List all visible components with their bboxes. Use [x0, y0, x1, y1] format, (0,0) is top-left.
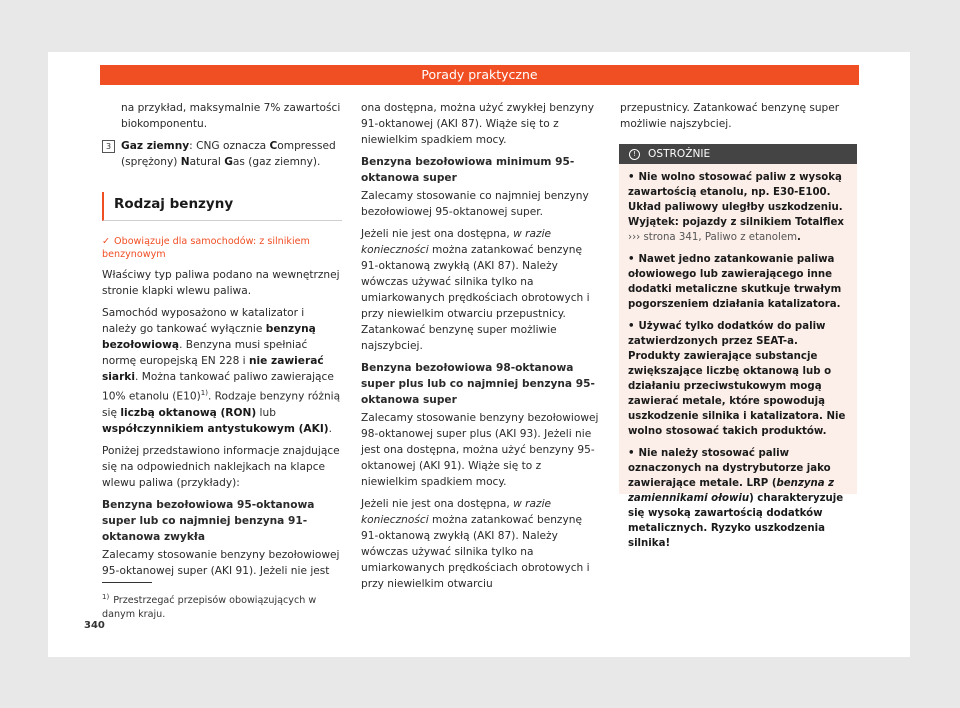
paragraph: Jeżeli nie jest ona dostępna, w razie konieczności można zatankować benzynę 91-oktanową zwykłą (AKI 87). Należy wówczas używać silnika tylko na umiarkowanych prędkościach obrotowych i przy niewielkim otwarciu przepustnicy. Zatankować benzynę super możliwie najszybciej.	[361, 228, 590, 352]
warning-box	[619, 144, 857, 549]
paragraph: Zalecamy stosowanie benzyny bezołowiowej 95-oktanowej super (AKI 91). Jeżeli nie jest	[102, 548, 340, 577]
footnote: $^{1)}$ Przestrzegać przepisów obowiązujących w danym kraju.	[102, 593, 317, 621]
paragraph: przepustnicy. Zatankować benzynę super możliwie najszybciej.	[620, 102, 840, 130]
column-2	[361, 100, 601, 598]
warning-item: • Nie należy stosować paliw oznaczonych na dystrybutorze jako zawierające metale. LRP (benzyna z zamiennikami ołowiu) charakteryzuje się wysoką zawartością dodatków metalicznych. Ryzyko uszkodzenia silnika!	[628, 448, 844, 549]
warning-item: • Nie wolno stosować paliw z wysoką zawartością etanolu, np. E30-E100. Układ paliwowy uległby uszkodzeniu. Wyjątek: pojazdy z silnikiem Totalflex ››› strona 341, Paliwo z etanolem.	[628, 172, 844, 243]
warning-title: OSTROŻNIE	[648, 148, 711, 160]
paragraph: Samochód wyposażono w katalizator i należy go tankować wyłącznie benzyną bezołowiową. Benzyna musi spełniać normę europejską EN 228 i nie zawierać siarki. Można tankować paliwo zawierające 10% etanolu $(E10)^{1)}$. Rodzaje benzyny różnią się liczbą oktanową (RON) lub współczynnikiem antystukowym (AKI).	[102, 307, 341, 435]
subheading: Benzyna bezołowiowa minimum 95-oktanowa super	[361, 156, 575, 184]
subheading: Benzyna bezołowiowa 95-oktanowa super lub co najmniej benzyna 91-oktanowa zwykła	[102, 498, 315, 543]
applicability-note: ✓ Obowiązuje dla samochodów: z silnikiem benzynowym	[102, 236, 310, 260]
manual-page	[48, 52, 910, 657]
footnote-ref: 1)	[200, 389, 208, 397]
paragraph: Jeżeli nie jest ona dostępna, w razie konieczności można zatankować benzynę 91-oktanową zwykłą (AKI 87). Należy wówczas używać silnika tylko na umiarkowanych prędkościach obrotowych i przy niewielkim otwarciu	[361, 498, 590, 590]
paragraph: Zalecamy stosowanie co najmniej benzyny bezołowiowej 95-oktanowej super.	[361, 190, 589, 218]
warning-item: • Używać tylko dodatków do paliw zatwierdzonych przez SEAT-a. Produkty zawierające substancje zwiększające liczbę oktanową lub o działaniu przeciwstukowym mogą zawierać metale, które spowodują uszkodzenie silnika i katalizatora. Nie wolno stosować takich produktów.	[628, 321, 846, 437]
page-number: 340	[84, 620, 105, 631]
paragraph: ona dostępna, można użyć zwykłej benzyny 91-oktanowej (AKI 87). Wiąże się to z niewielkim spadkiem mocy.	[361, 102, 595, 146]
column-3	[620, 100, 860, 138]
warning-body	[619, 164, 857, 551]
list-item-3: 3 Gaz ziemny: CNG oznacza Compressed (sprężony) Natural Gas (gaz ziemny).	[102, 138, 342, 170]
item-label: Gaz ziemny	[121, 140, 190, 152]
warning-item: • Nawet jedno zatankowanie paliwa ołowiowego lub zawierającego inne dodatki metaliczne skutkuje trwałym pogorszeniem działania katalizatora.	[628, 254, 842, 310]
warning-header	[619, 144, 857, 164]
page-reference-link[interactable]: ››› strona 341, Paliwo z etanolem	[628, 232, 798, 243]
paragraph: na przykład, maksymalnie 7% zawartości biokomponentu.	[121, 102, 341, 130]
check-icon: ✓	[102, 236, 111, 247]
paragraph: Poniżej przedstawiono informacje znajdujące się na odpowiednich naklejkach na klapce wlewu paliwa (przykłady):	[102, 444, 340, 489]
warning-icon: !	[629, 149, 640, 160]
section-title: Rodzaj benzyny	[102, 192, 342, 221]
subheading: Benzyna bezołowiowa 98-oktanowa super plus lub co najmniej benzyna 95-oktanowa super	[361, 362, 595, 406]
paragraph: Zalecamy stosowanie benzyny bezołowiowej 98-oktanowej super plus (AKI 93). Jeżeli nie jest ona dostępna, można użyć benzyny 95-oktanowej (AKI 91). Wiąże się to z niewielkim spadkiem mocy.	[361, 412, 599, 488]
paragraph: Właściwy typ paliwa podano na wewnętrznej stronie klapki wlewu paliwa.	[102, 269, 340, 297]
column-1	[102, 100, 342, 585]
page-header: Porady praktyczne	[100, 65, 859, 85]
item-number-badge: 3	[102, 140, 115, 153]
footnote-divider	[102, 582, 152, 583]
